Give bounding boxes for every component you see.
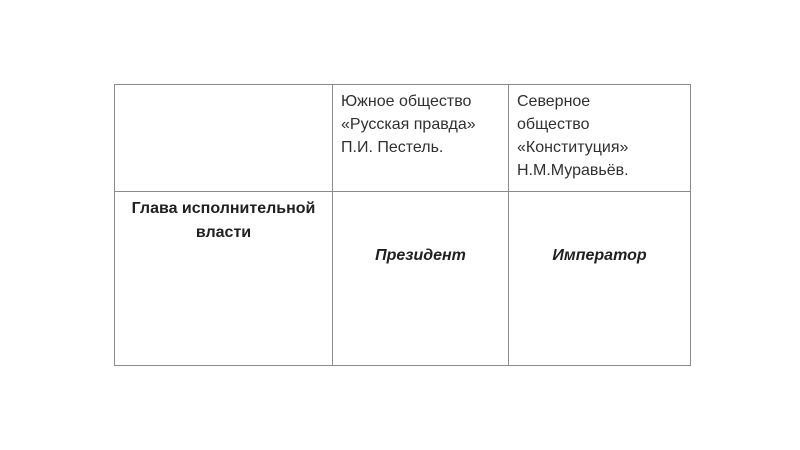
north-society-header-cell — [509, 85, 691, 192]
north-society-header-line: «Конституция» — [517, 139, 629, 156]
table-header-row — [115, 85, 691, 192]
north-answer-cell — [509, 192, 691, 366]
south-society-header-line: Южное общество — [341, 93, 472, 110]
north-society-header-line: Северное — [517, 93, 591, 110]
row-label-line: власти — [195, 224, 252, 241]
comparison-table — [114, 84, 691, 366]
corner-cell — [115, 85, 333, 192]
south-answer-cell — [333, 192, 509, 366]
north-answer: Император — [552, 247, 647, 264]
south-society-header-line: П.И. Пестель. — [341, 139, 444, 156]
north-society-header-line: Н.М.Муравьёв. — [517, 162, 629, 179]
table-row — [115, 192, 691, 366]
north-society-header-line: общество — [517, 116, 590, 133]
south-society-header — [333, 85, 508, 159]
south-society-header-cell — [333, 85, 509, 192]
row-label — [115, 192, 332, 245]
south-answer: Президент — [375, 247, 466, 264]
row-label-line: Глава исполнительной — [131, 200, 316, 217]
north-society-header — [509, 85, 690, 182]
row-label-cell — [115, 192, 333, 366]
south-society-header-line: «Русская правда» — [341, 116, 476, 133]
